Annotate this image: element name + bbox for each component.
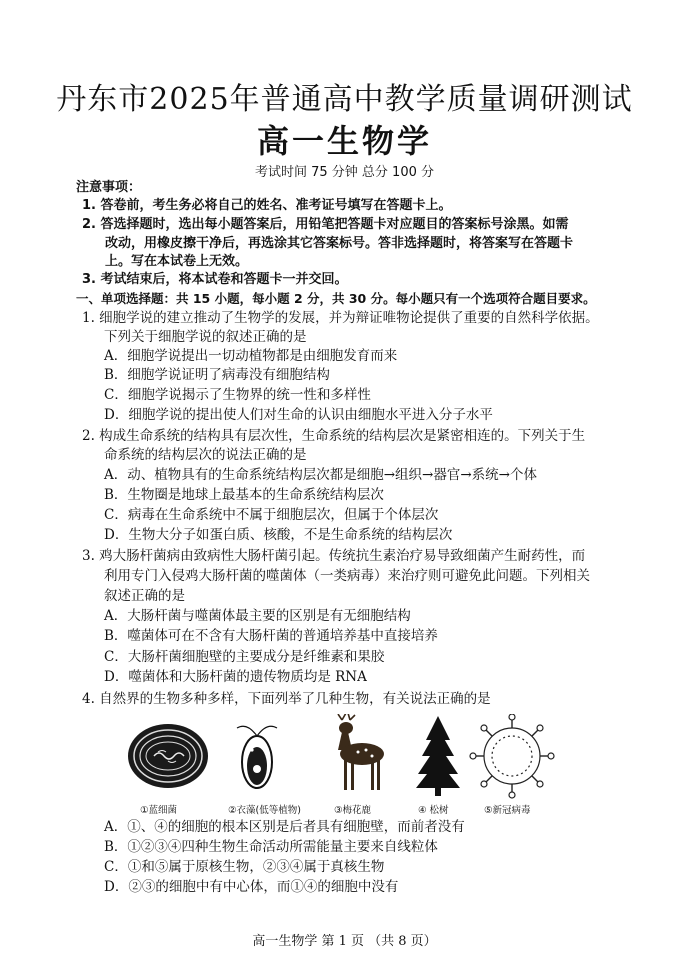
question-stem: 命系统的结构层次的说法正确的是: [104, 447, 307, 463]
option: B．细胞学说证明了病毒没有细胞结构: [104, 367, 330, 383]
organisms-figure: [120, 714, 560, 816]
figure-caption: ①蓝细菌: [140, 805, 178, 816]
option: B．①②③④四种生物生命活动所需能量主要来自线粒体: [104, 839, 438, 855]
question-stem: 利用专门入侵鸡大肠杆菌的噬菌体（一类病毒）来治疗则可避免此问题。下列相关: [104, 568, 590, 584]
note-item: 2. 答选择题时，选出每小题答案后，用铅笔把答题卡对应题目的答案标号涂黑。如需: [82, 217, 569, 232]
figure-caption: ③梅花鹿: [334, 805, 372, 816]
question-stem: 下列关于细胞学说的叙述正确的是: [104, 329, 307, 345]
option: D．噬菌体和大肠杆菌的遗传物质均是 RNA: [104, 669, 367, 685]
exam-title: 丹东市2025年普通高中教学质量调研测试: [56, 82, 633, 117]
question-stem: 2. 构成生命系统的结构具有层次性，生命系统的结构层次是紧密相连的。下列关于生: [82, 428, 586, 444]
page-footer: 高一生物学 第 1 页 （共 8 页）: [252, 934, 437, 949]
cyanobacterium-image: [128, 724, 208, 788]
option: B．生物圈是地球上最基本的生命系统结构层次: [104, 487, 384, 503]
option: A．动、植物具有的生命系统结构层次都是细胞→组织→器官→系统→个体: [104, 467, 537, 483]
question-stem: 1. 细胞学说的建立推动了生物学的发展，并为辩证唯物论提供了重要的自然科学依据。: [82, 310, 599, 326]
option: D．②③的细胞中有中心体，而①④的细胞中没有: [104, 879, 399, 895]
question-stem: 3. 鸡大肠杆菌病由致病性大肠杆菌引起。传统抗生素治疗易导致细菌产生耐药性，而: [82, 548, 586, 564]
option: D．细胞学说的提出使人们对生命的认识由细胞水平进入分子水平: [104, 407, 493, 423]
option: C．病毒在生命系统中不属于细胞层次，但属于个体层次: [104, 507, 439, 523]
coronavirus-image: [470, 714, 554, 798]
note-item: 上。写在本试卷上无效。: [105, 254, 249, 269]
note-item: 3. 考试结束后，将本试卷和答题卡一并交回。: [82, 272, 348, 287]
organisms-illustration: [120, 714, 560, 800]
section-heading: 一、单项选择题：共 15 小题，每小题 2 分，共 30 分。每小题只有一个选项符合题目要求。: [76, 291, 596, 306]
chlamydomonas-image: [237, 726, 277, 788]
notes-heading: 注意事项：: [76, 180, 142, 195]
option: A．①、④的细胞的根本区别是后者具有细胞壁，而前者没有: [104, 819, 465, 835]
option: C．大肠杆菌细胞壁的主要成分是纤维素和果胶: [104, 649, 385, 665]
pine-tree-image: [416, 716, 460, 796]
note-item: 改动，用橡皮擦干净后，再选涂其它答案标号。答非选择题时，将答案写在答题卡: [105, 236, 574, 251]
option: B．噬菌体可在不含有大肠杆菌的普通培养基中直接培养: [104, 628, 438, 644]
figure-caption: ②衣藻(低等植物): [228, 805, 301, 816]
question-stem: 4. 自然界的生物多种多样，下面列举了几种生物，有关说法正确的是: [82, 691, 491, 707]
option: C．①和⑤属于原核生物，②③④属于真核生物: [104, 859, 385, 875]
figure-caption: ⑤新冠病毒: [484, 805, 531, 816]
figure-caption: ④ 松树: [418, 805, 449, 816]
option: D．生物大分子如蛋白质、核酸，不是生命系统的结构层次: [104, 527, 453, 543]
deer-image: [338, 714, 384, 790]
note-item: 1. 答卷前，考生务必将自己的姓名、准考证号填写在答题卡上。: [82, 198, 452, 213]
option: C．细胞学说揭示了生物界的统一性和多样性: [104, 387, 371, 403]
subject-title: 高一生物学: [256, 122, 432, 160]
exam-info: 考试时间 75 分钟 总分 100 分: [254, 165, 435, 180]
question-stem: 叙述正确的是: [104, 588, 185, 604]
option: A．大肠杆菌与噬菌体最主要的区别是有无细胞结构: [104, 608, 411, 624]
option: A．细胞学说提出一切动植物都是由细胞发育而来: [104, 348, 398, 364]
